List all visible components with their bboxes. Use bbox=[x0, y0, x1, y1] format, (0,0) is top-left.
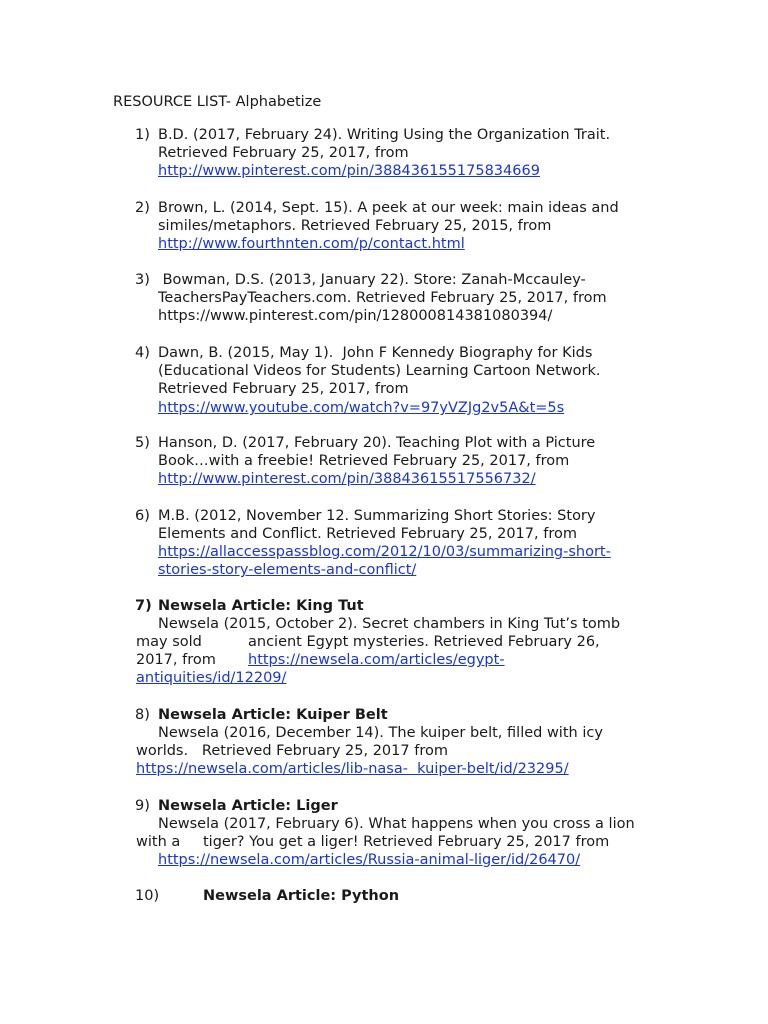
citation-link[interactable]: stories-story-elements-and-conflict/ bbox=[158, 562, 417, 578]
citation-link[interactable]: https://newsela.com/articles/egypt- bbox=[248, 652, 505, 668]
list-number: 8) bbox=[135, 707, 150, 723]
list-number: 1) bbox=[135, 127, 150, 143]
citation-link[interactable]: antiquities/id/12209/ bbox=[136, 670, 287, 686]
citation-link[interactable]: http://www.pinterest.com/pin/38843615517556732/ bbox=[158, 471, 536, 487]
list-number: 7) bbox=[135, 598, 152, 614]
citation-text: B.D. (2017, February 24). Writing Using the Organization Trait. bbox=[158, 127, 611, 143]
list-number: 3) bbox=[135, 272, 150, 288]
citation-link[interactable]: https://newsela.com/articles/lib-nasa- kuiper-belt/id/23295/ bbox=[136, 761, 569, 777]
citation-text: with a bbox=[136, 834, 181, 850]
citation-link[interactable]: https://allaccesspassblog.com/2012/10/03/summarizing-short- bbox=[158, 544, 611, 560]
citation-text: Newsela (2017, February 6). What happens when you cross a lion bbox=[158, 816, 635, 832]
citation-text: worlds. Retrieved February 25, 2017 from bbox=[136, 743, 448, 759]
list-number: 6) bbox=[135, 508, 150, 524]
citation-text: similes/metaphors. Retrieved February 25, 2015, from bbox=[158, 218, 552, 234]
list-number: 2) bbox=[135, 200, 150, 216]
citation-link[interactable]: http://www.fourthnten.com/p/contact.html bbox=[158, 236, 465, 252]
citation-link[interactable]: https://www.youtube.com/watch?v=97yVZJg2v5A&t=5s bbox=[158, 400, 565, 416]
list-number: 5) bbox=[135, 435, 150, 451]
citation-text: ancient Egypt mysteries. Retrieved February 26, bbox=[248, 634, 600, 650]
article-title: Newsela Article: Python bbox=[203, 888, 400, 904]
citation-text: Bowman, D.S. (2013, January 22). Store: Zanah-Mccauley- bbox=[158, 272, 586, 288]
citation-text: Hanson, D. (2017, February 20). Teaching Plot with a Picture bbox=[158, 435, 596, 451]
article-title: Newsela Article: Kuiper Belt bbox=[158, 707, 388, 723]
list-number: 9) bbox=[135, 798, 150, 814]
citation-text: https://www.pinterest.com/pin/128000814381080394/ bbox=[158, 308, 553, 324]
citation-text: Newsela (2016, December 14). The kuiper belt, filled with icy bbox=[158, 725, 603, 741]
citation-text: may sold bbox=[136, 634, 202, 650]
citation-text: Elements and Conflict. Retrieved February 25, 2017, from bbox=[158, 526, 577, 542]
citation-text: 2017, from bbox=[136, 652, 216, 668]
citation-text: Retrieved February 25, 2017, from bbox=[158, 381, 409, 397]
article-title: Newsela Article: King Tut bbox=[158, 598, 364, 614]
citation-text: tiger? You get a liger! Retrieved February 25, 2017 from bbox=[203, 834, 610, 850]
citation-text: Retrieved February 25, 2017, from bbox=[158, 145, 409, 161]
page-title: RESOURCE LIST- Alphabetize bbox=[113, 94, 322, 110]
article-title: Newsela Article: Liger bbox=[158, 798, 338, 814]
list-number: 4) bbox=[135, 345, 150, 361]
citation-text: Newsela (2015, October 2). Secret chambers in King Tut’s tomb bbox=[158, 616, 621, 632]
citation-text: M.B. (2012, November 12. Summarizing Short Stories: Story bbox=[158, 508, 596, 524]
citation-text: (Educational Videos for Students) Learning Cartoon Network. bbox=[158, 363, 601, 379]
citation-text: Dawn, B. (2015, May 1). John F Kennedy Biography for Kids bbox=[158, 345, 593, 361]
citation-text: Brown, L. (2014, Sept. 15). A peek at our week: main ideas and bbox=[158, 200, 619, 216]
citation-link[interactable]: https://newsela.com/articles/Russia-animal-liger/id/26470/ bbox=[158, 852, 581, 868]
list-number: 10) bbox=[135, 888, 160, 904]
citation-text: Book…with a freebie! Retrieved February 25, 2017, from bbox=[158, 453, 570, 469]
citation-link[interactable]: http://www.pinterest.com/pin/388436155175834669 bbox=[158, 163, 540, 179]
citation-text: TeachersPayTeachers.com. Retrieved February 25, 2017, from bbox=[158, 290, 607, 306]
